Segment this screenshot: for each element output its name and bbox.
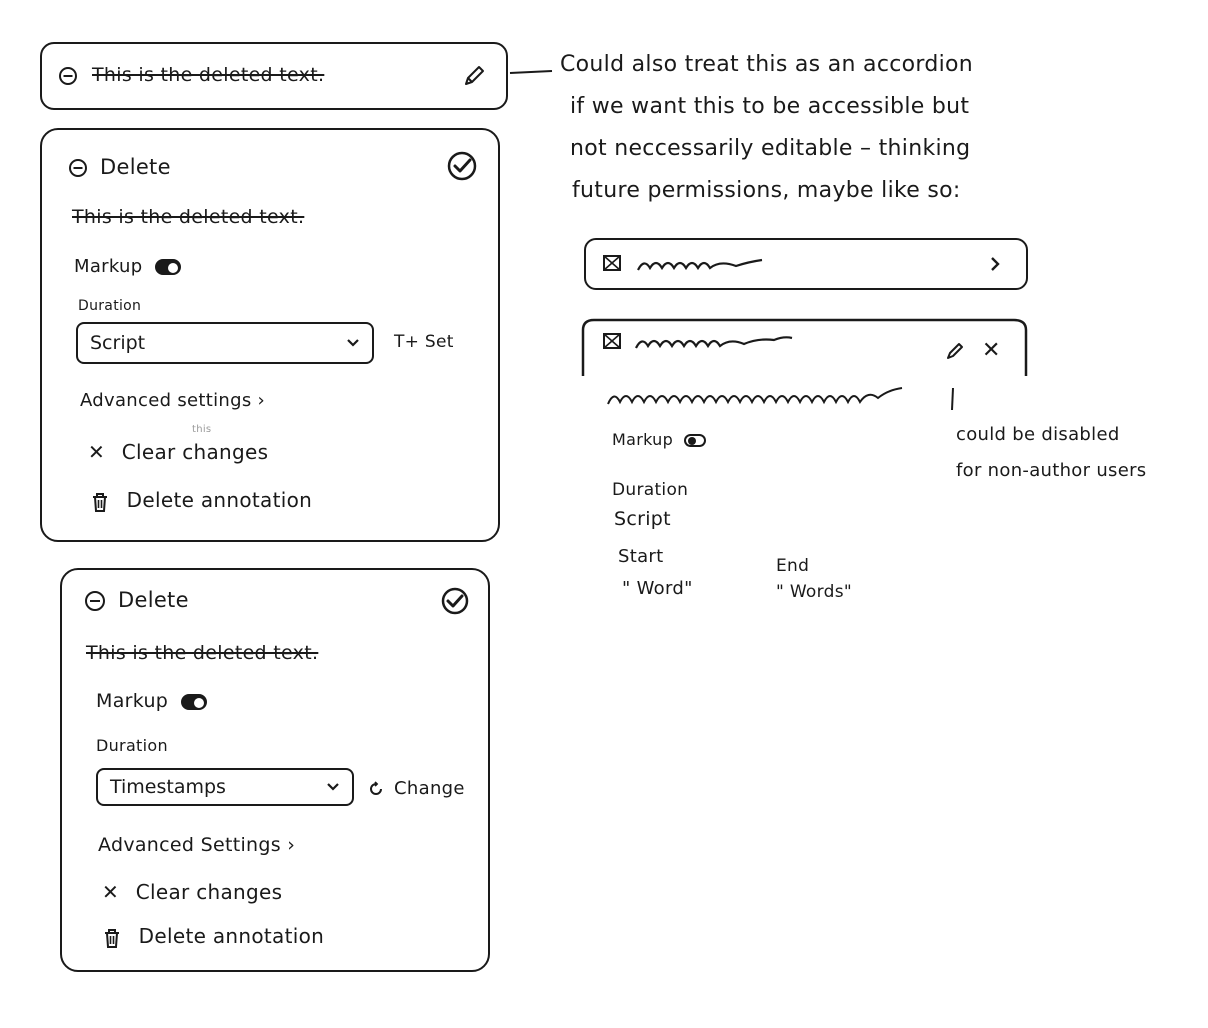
annotation-note xyxy=(560,52,973,220)
close-icon[interactable]: ✕ xyxy=(982,338,1001,363)
collapsed-annotation-card[interactable] xyxy=(40,42,508,110)
pointer-line xyxy=(948,386,958,414)
annotation-type-icon xyxy=(602,254,622,272)
check-circle-icon[interactable] xyxy=(440,586,470,616)
delete-annotation-button[interactable]: Delete annotation xyxy=(102,924,324,949)
placeholder-scribble xyxy=(636,254,766,276)
check-circle-icon[interactable] xyxy=(446,150,478,182)
chevron-down-icon xyxy=(346,338,360,348)
markup-toggle-disabled xyxy=(684,434,706,447)
clear-changes-button[interactable]: ✕ Clear changes xyxy=(102,880,283,904)
markup-label: Markup xyxy=(612,430,706,449)
change-button[interactable]: Change xyxy=(368,778,465,799)
markup-label: Markup xyxy=(74,256,181,277)
markup-label: Markup xyxy=(96,690,207,712)
collapse-minus-icon[interactable] xyxy=(58,66,78,86)
duration-label: Duration xyxy=(96,736,168,755)
connector-line xyxy=(508,68,554,78)
refresh-icon xyxy=(368,781,384,797)
annotation-type-icon xyxy=(602,332,622,350)
clear-changes-button[interactable]: ✕ Clear changes xyxy=(88,440,269,464)
annotation-card-timestamps xyxy=(60,568,490,972)
deleted-text: This is the deleted text. xyxy=(72,206,305,228)
duration-select[interactable] xyxy=(76,322,374,364)
set-button[interactable]: T+ Set xyxy=(394,332,454,352)
deleted-text: This is the deleted text. xyxy=(92,64,325,86)
collapse-minus-icon[interactable] xyxy=(84,590,106,612)
pencil-edit-icon[interactable] xyxy=(460,62,488,90)
delete-annotation-button[interactable]: Delete annotation xyxy=(90,488,312,513)
duration-value: Timestamps xyxy=(110,776,226,798)
duration-select[interactable] xyxy=(96,768,354,806)
close-icon: ✕ xyxy=(102,880,120,904)
advanced-settings-link[interactable]: Advanced Settings › xyxy=(98,834,296,856)
advanced-settings-link[interactable]: Advanced settings › xyxy=(80,390,266,411)
annotation-card-script xyxy=(40,128,500,542)
placeholder-scribble xyxy=(634,330,794,354)
collapse-minus-icon[interactable] xyxy=(68,158,88,178)
trash-icon xyxy=(102,927,122,949)
markup-toggle[interactable] xyxy=(155,259,181,275)
deleted-text: This is the deleted text. xyxy=(86,642,319,664)
end-label: End xyxy=(776,556,810,576)
card-title: Delete xyxy=(100,155,171,179)
markup-toggle[interactable] xyxy=(181,694,207,710)
deleted-text-scribble xyxy=(606,384,906,414)
note-line: Could also treat this as an accordion xyxy=(560,52,974,77)
side-note-line: for non-author users xyxy=(956,460,1147,481)
duration-label: Duration xyxy=(78,298,142,314)
start-label: Start xyxy=(618,546,664,567)
note-line: future permissions, maybe like so: xyxy=(572,178,961,203)
duration-value: Script xyxy=(614,508,671,530)
trash-icon xyxy=(90,491,110,513)
note-line: if we want this to be accessible but xyxy=(570,94,970,119)
end-value: " Words" xyxy=(776,582,852,602)
duration-value: Script xyxy=(90,332,146,354)
close-icon: ✕ xyxy=(88,440,106,464)
chevron-down-icon xyxy=(326,782,340,792)
pencil-edit-icon[interactable] xyxy=(944,340,966,362)
start-value: " Word" xyxy=(622,578,693,599)
note-line: not neccessarily editable – thinking xyxy=(570,136,971,161)
card-title: Delete xyxy=(118,588,189,612)
chevron-right-icon[interactable] xyxy=(988,256,1002,272)
faint-note: this xyxy=(192,424,212,435)
duration-label: Duration xyxy=(612,480,689,500)
accordion-collapsed[interactable] xyxy=(584,238,1028,290)
side-note-line: could be disabled xyxy=(956,424,1120,445)
